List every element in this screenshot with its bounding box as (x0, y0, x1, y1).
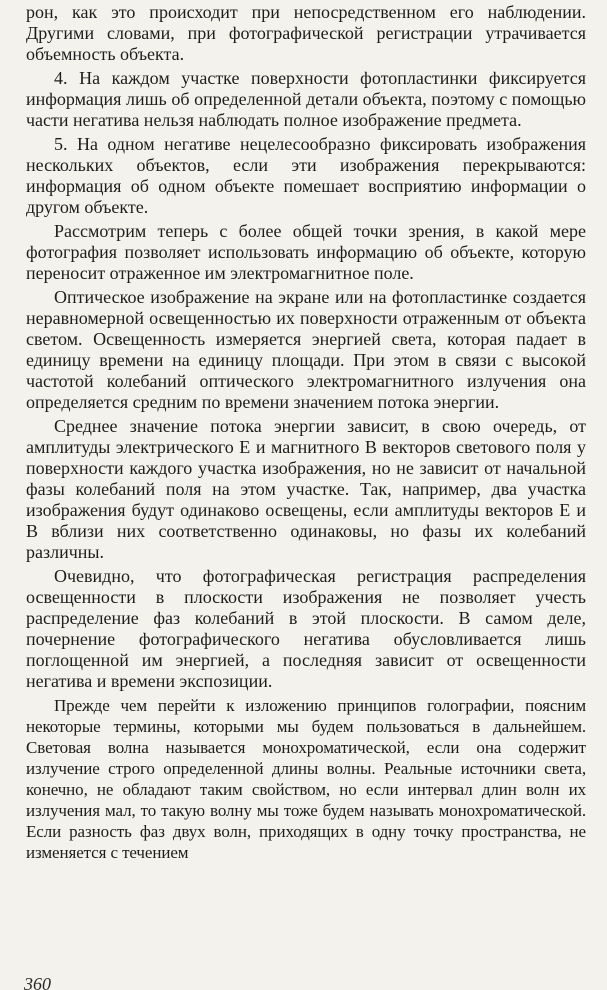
paragraph: рон, как это происходит при непосредственном его наблюдении. Другими словами, при фотографической регистрации утрачивается объемность объекта. (26, 2, 586, 64)
page-number: 360 (24, 974, 51, 990)
paragraph: Среднее значение потока энергии зависит, в свою очередь, от амплитуды электрического E и магнитного B векторов светового поля у поверхности каждого участка изображения, но не зависит от начальной фазы колебаний поля на этом участке. Так, например, два участка изображения будут одинаково освещены, если амплитуды векторов E и B вблизи них соответственно одинаковы, но фазы их колебаний различны. (26, 416, 586, 562)
body-text (26, 2, 586, 863)
paragraph: 5. На одном негативе нецелесообразно фиксировать изображения нескольких объектов, если эти изображения перекрываются: информация об одном объекте помешает восприятию информации о другом объекте. (26, 134, 586, 217)
paragraph: Рассмотрим теперь с более общей точки зрения, в какой мере фотография позволяет использовать информацию об объекте, которую переносит отраженное им электромагнитное поле. (26, 221, 586, 283)
paragraph: Оптическое изображение на экране или на фотопластинке создается неравномерной освещенностью их поверхности отраженным от объекта светом. Освещенность измеряется энергией света, которая падает в единицу времени на единицу площади. При этом в связи с высокой частотой колебаний оптического электромагнитного излучения она определяется средним по времени значением потока энергии. (26, 287, 586, 412)
paragraph: Прежде чем перейти к изложению принципов голографии, поясним некоторые термины, которыми мы будем пользоваться в дальнейшем. Световая волна называется монохроматической, если она содержит излучение строго определенной длины волны. Реальные источники света, конечно, не обладают таким свойством, но если интервал длин волн их излучения мал, то такую волну мы тоже будем называть монохроматической. Если разность фаз двух волн, приходящих в одну точку пространства, не изменяется с течением (26, 696, 586, 862)
paragraph: 4. На каждом участке поверхности фотопластинки фиксируется информация лишь об определенной детали объекта, поэтому с помощью части негатива нельзя наблюдать полное изображение предмета. (26, 68, 586, 130)
paragraph: Очевидно, что фотографическая регистрация распределения освещенности в плоскости изображения не позволяет учесть распределение фаз колебаний в этой плоскости. В самом деле, почернение фотографического негатива обусловливается лишь поглощенной им энергией, а последняя зависит от освещенности негатива и времени экспозиции. (26, 566, 586, 691)
